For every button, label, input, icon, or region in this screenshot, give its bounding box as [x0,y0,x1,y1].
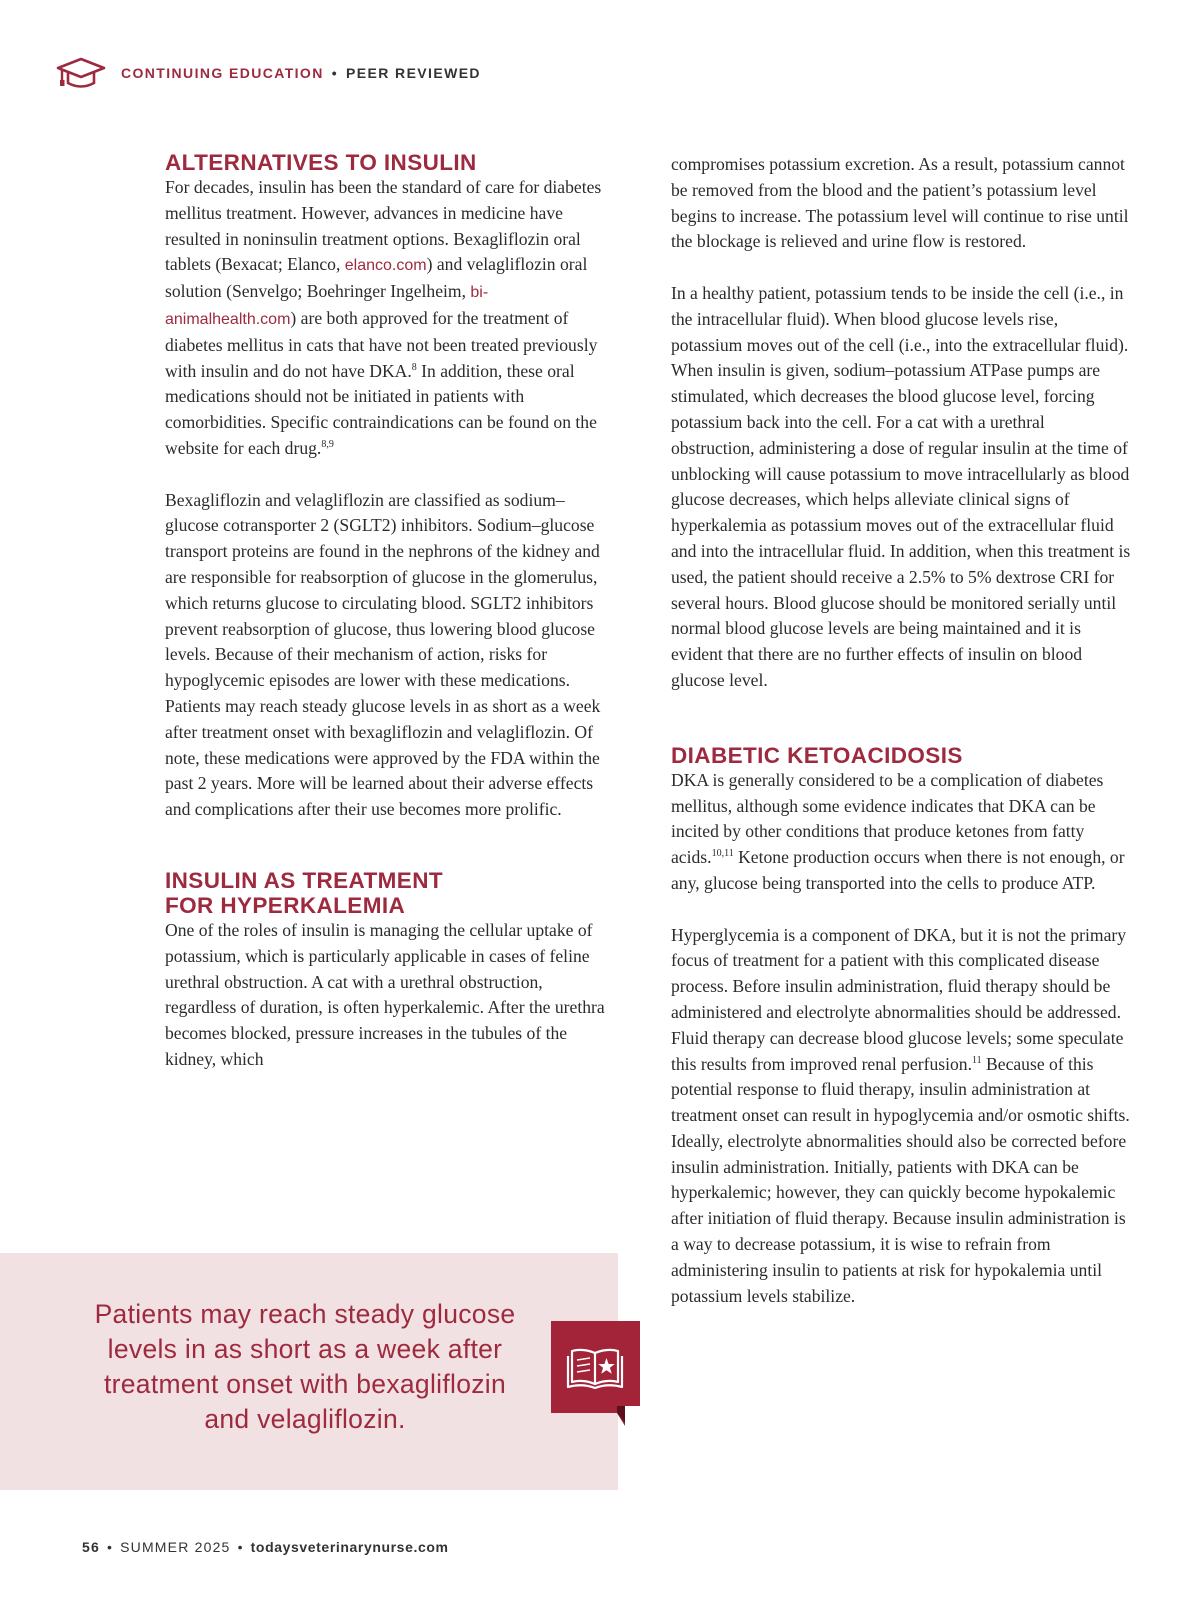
footer-separator: • [106,1539,114,1555]
citation: 8 [411,361,417,373]
paragraph-healthy-patient: In a healthy patient, potassium tends to be inside the cell (i.e., in the intracellular fluid). When blood glucose levels rise, potassium moves out of the cell (i.e., into the extracellular fluid). When insulin is given, sodium–potassium ATPase pumps are stimulated, which decreases the blood glucose level, forcing potassium back into the cell. For a cat with a urethral obstruction, administering a dose of regular insulin at the time of unblocking will cause potassium to move intracellularly as blood glucose decreases, which helps alleviate clinical signs of hyperkalemia as potassium moves out of the extracellular fluid and into the intracellular fluid. In addition, when this treatment is used, the patient should receive a 2.5% to 5% dextrose CRI for several hours. Blood glucose should be monitored serially until normal blood glucose levels are being maintained and it is evident that there are no further effects of insulin on blood glucose level. [671,282,1131,690]
citation: 8,9 [321,439,334,451]
issue-label: SUMMER 2025 [120,1539,231,1555]
pull-quote-box [0,1253,618,1490]
citation: 10,11 [711,848,734,860]
page-footer [82,1539,449,1555]
link-bi-animalhealth[interactable]: bi-animalhealth.com [165,284,489,328]
left-column [165,150,610,1073]
graduation-cap-icon [55,56,107,90]
pull-quote-text: Patients may reach steady glucose levels in as short as a week after treatment onset with bexagliflozin and velagliflozin. [94,1299,516,1434]
header-separator: • [331,65,339,81]
right-column [671,152,1131,1309]
peer-reviewed-label: PEER REVIEWED [346,65,481,81]
text-run: DKA is generally considered to be a complication of diabetes mellitus, although some evidence indicates that DKA can be incited by other conditions that produce ketones from fatty acids. [671,769,1104,868]
text-run: In addition, these oral medications should not be initiated in patients with comorbidities. Specific contraindications can be found on the website for each drug. [165,360,597,458]
footer-separator: • [237,1539,244,1555]
text-run: Ketone production occurs when there is not enough, or any, glucose being transported into the cells to produce ATP. [671,847,1125,893]
link-elanco[interactable]: elanco.com [344,257,427,275]
open-book-star-icon [551,1321,640,1426]
site-link[interactable]: todaysveterinarynurse.com [250,1539,449,1555]
text-run: For decades, insulin has been the standard of care for diabetes mellitus treatment. However, advances in medicine have resulted in noninsulin treatment options. Bexagliflozin oral tablets (Bexacat; Elanco, [165,177,602,275]
paragraph-dka-intro [671,768,1131,897]
citation: 11 [971,1054,982,1066]
text-run: Because of this potential response to fluid therapy, insulin administration at treatment onset can result in hypoglycemia and/or osmotic shifts. Ideally, electrolyte abnormalities should also be corrected before insulin administration. Initially, patients with DKA can be hyperkalemic; however, they can quickly become hypokalemic after initiation of fluid therapy. Because insulin administration is a way to decrease potassium, it is wise to refrain from administering insulin to patients at risk for hypokalemia until potassium levels stabilize. [671,1053,1130,1306]
heading-alternatives: ALTERNATIVES TO INSULIN [165,150,477,175]
page-number: 56 [82,1539,100,1555]
heading-dka: DIABETIC KETOACIDOSIS [671,742,963,768]
heading-line: INSULIN AS TREATMENT [165,867,443,893]
paragraph-hyperkalemia: One of the roles of insulin is managing the cellular uptake of potassium, which is particularly applicable in cases of feline urethral obstruction. A cat with a urethral obstruction, regardless of duration, is often hyperkalemic. After the urethra becomes blocked, pressure increases in the tubules of the kidney, which [165,919,605,1069]
section-label: CONTINUING EDUCATION [121,65,324,81]
header-kicker [121,65,481,81]
text-run: ) and velagliflozin oral solution (Senvelgo; Boehringer Ingelheim, [165,254,588,302]
paragraph-dka-treatment [671,923,1131,1310]
heading-line: FOR HYPERKALEMIA [165,892,406,918]
paragraph-potassium-excretion: compromises potassium excretion. As a result, potassium cannot be removed from the blood and the patient’s potassium level begins to increase. The potassium level will continue to rise until the blockage is relieved and urine flow is restored. [671,154,1129,252]
text-run: ) are both approved for the treatment of diabetes mellitus in cats that have not been treated previously with insulin and do not have DKA. [165,307,598,381]
page-header [55,56,481,90]
text-run: Hyperglycemia is a component of DKA, but it is not the primary focus of treatment for a patient with this complicated disease process. Before insulin administration, fluid therapy should be administered and electrolyte abnormalities should be addressed. Fluid therapy can decrease blood glucose levels; some speculate this results from improved renal perfusion. [671,924,1127,1074]
paragraph-sglt2: Bexagliflozin and velagliflozin are classified as sodium–glucose cotransporter 2 (SGLT2) inhibitors. Sodium–glucose transport proteins are found in the nephrons of the kidney and are responsible for reabsorption of glucose in the glomerulus, which returns glucose to circulating blood. SGLT2 inhibitors prevent reabsorption of glucose, thus lowering blood glucose levels. Because of their mechanism of action, risks for hypoglycemic episodes are lower with these medications. Patients may reach steady glucose levels in as short as a week after treatment onset with bexagliflozin and velagliflozin. Of note, these medications were approved by the FDA within the past 2 years. More will be learned about their adverse effects and complications after their use becomes more prolific. [165,489,601,820]
heading-hyperkalemia [165,868,610,918]
paragraph-alternatives [165,175,610,462]
